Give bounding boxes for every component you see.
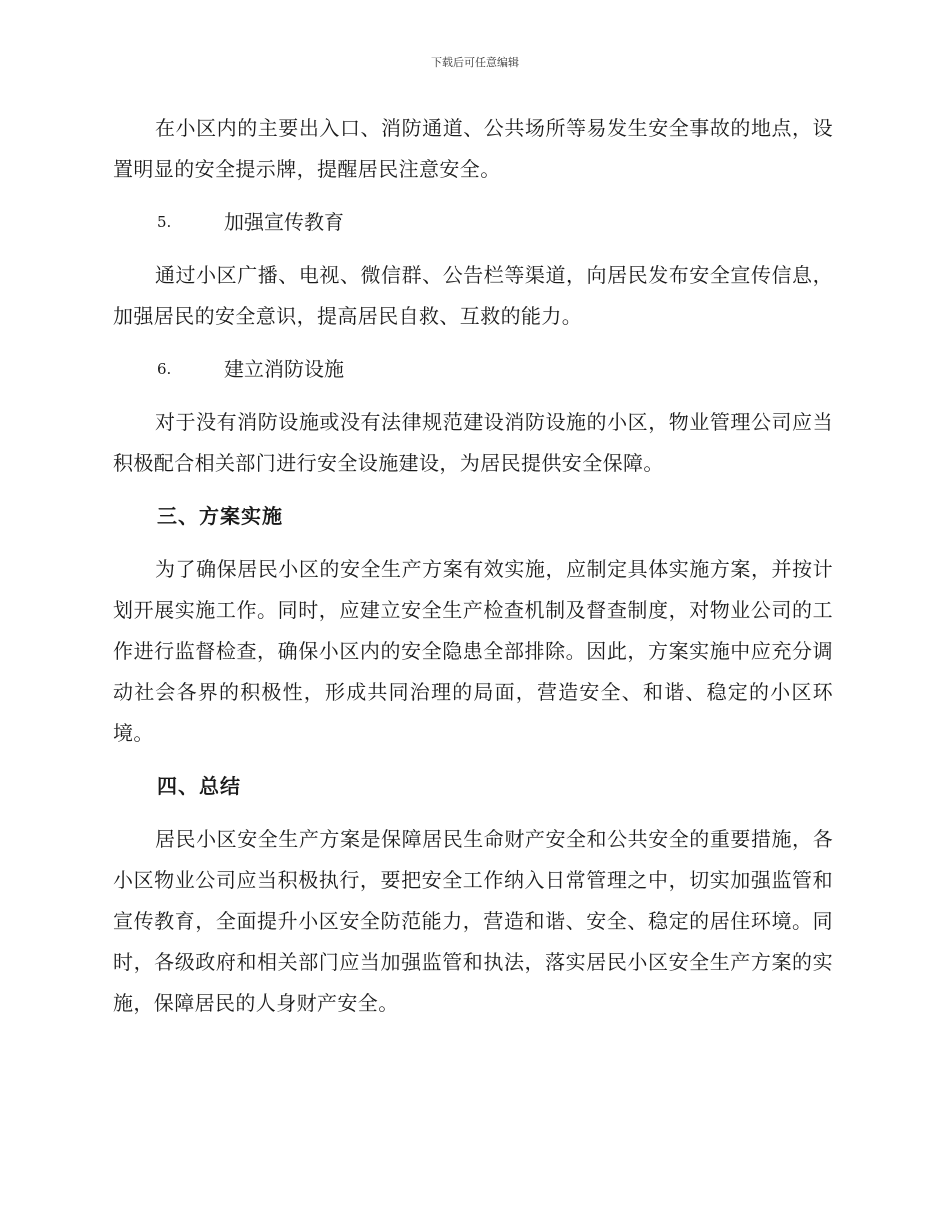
document-body <box>113 108 833 1024</box>
paragraph-education: 通过小区广播、电视、微信群、公告栏等渠道，向居民发布安全宣传信息，加强居民的安全意识，提高居民自救、互救的能力。 <box>113 263 833 328</box>
spacer <box>113 390 833 402</box>
spacer <box>113 190 833 202</box>
list-item-number: 6. <box>157 360 172 378</box>
list-item-6 <box>113 349 833 390</box>
list-item-title: 加强宣传教育 <box>224 210 344 234</box>
list-item-5 <box>113 202 833 243</box>
spacer <box>113 337 833 349</box>
paragraph-summary: 居民小区安全生产方案是保障居民生命财产安全和公共安全的重要措施，各小区物业公司应当积极执行，要把安全工作纳入日常管理之中，切实加强监管和宣传教育，全面提升小区安全防范能力，营造和谐、安全、稳定的居住环境。同时，各级政府和相关部门应当加强监管和执法，落实居民小区安全生产方案的实施，保障居民的人身财产安全。 <box>113 827 833 1015</box>
section-heading-implementation: 三、方案实施 <box>157 504 283 528</box>
paragraph-safety-signs: 在小区内的主要出入口、消防通道、公共场所等易发生安全事故的地点，设置明显的安全提示牌，提醒居民注意安全。 <box>113 116 833 181</box>
spacer <box>113 484 833 496</box>
paragraph-implementation: 为了确保居民小区的安全生产方案有效实施，应制定具体实施方案，并按计划开展实施工作。同时，应建立安全生产检查机制及督查制度，对物业公司的工作进行监督检查，确保小区内的安全隐患全部排除。因此，方案实施中应充分调动社会各界的积极性，形成共同治理的局面，营造安全、和谐、稳定的小区环境。 <box>113 557 833 745</box>
spacer <box>113 537 833 549</box>
paragraph-fire-facilities: 对于没有消防设施或没有法律规范建设消防设施的小区，物业管理公司应当积极配合相关部门进行安全设施建设，为居民提供安全保障。 <box>113 410 833 475</box>
page-header: 下载后可任意编辑 <box>431 56 519 69</box>
list-item-number: 5. <box>157 213 172 231</box>
spacer <box>113 243 833 255</box>
list-item-title: 建立消防设施 <box>224 357 344 381</box>
section-heading-summary: 四、总结 <box>157 774 241 798</box>
spacer <box>113 807 833 819</box>
spacer <box>113 754 833 766</box>
